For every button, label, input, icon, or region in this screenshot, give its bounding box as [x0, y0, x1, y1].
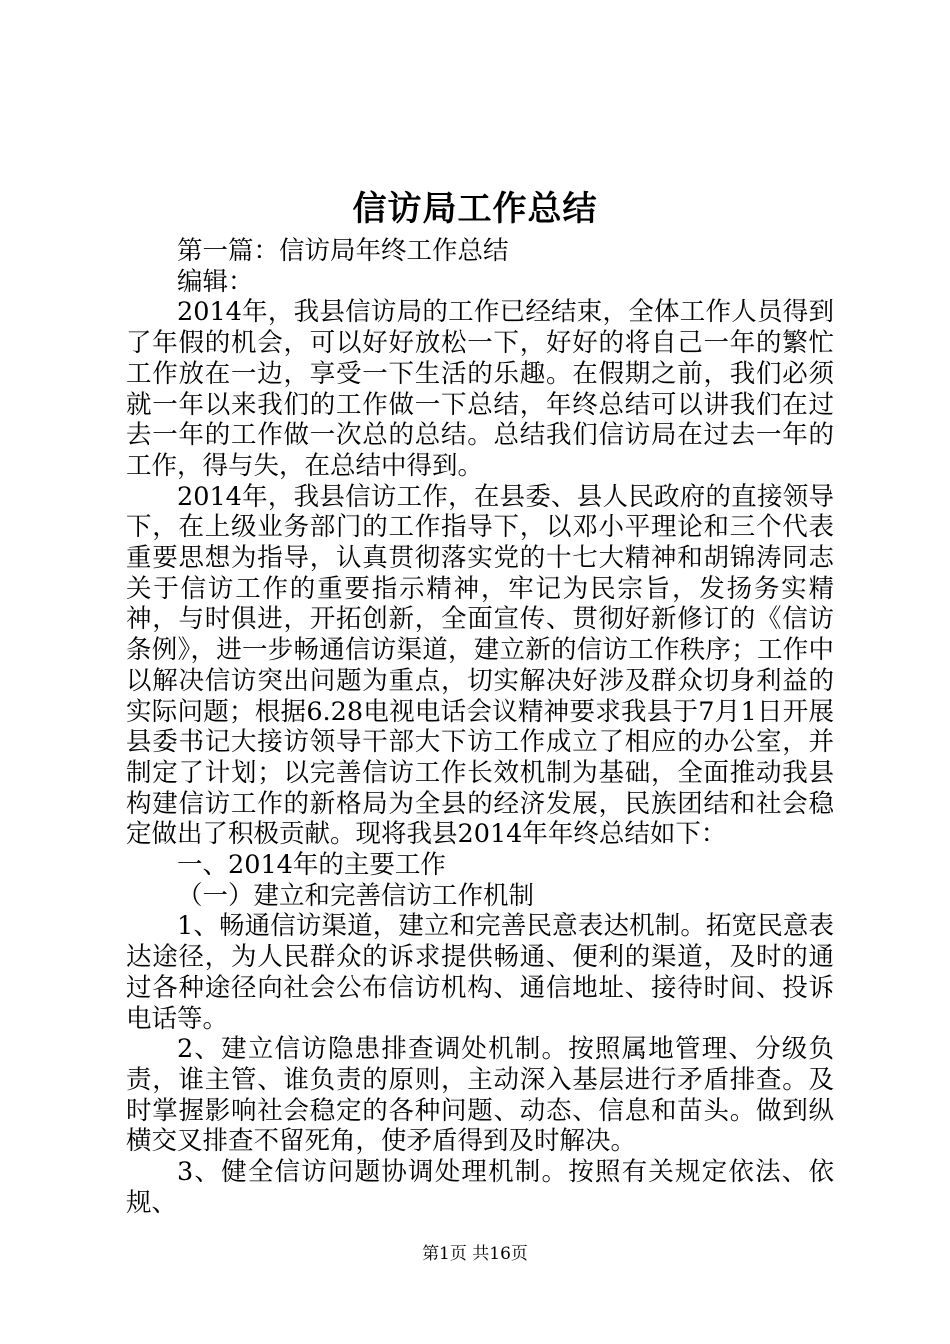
editor-line: 编辑： [177, 266, 254, 297]
section-subheading: 一、2014年的主要工作 [177, 850, 446, 881]
section-subheading: （一）建立和完善信访工作机制 [177, 880, 535, 911]
body-paragraph: 1、畅通信访渠道，建立和完善民意表达机制。拓宽民意表达途径，为人民群众的诉求提供畅通、便利的渠道，及时的通过各种途径向社会公布信访机构、通信地址、接待时间、投诉电话等。 [126, 911, 834, 1034]
body-paragraph: 2、建立信访隐患排查调处机制。按照属地管理、分级负责，谁主管、谁负责的原则，主动深入基层进行矛盾排查。及时掌握影响社会稳定的各种问题、动态、信息和苗头。做到纵横交叉排查不留死角，使矛盾得到及时解决。 [126, 1034, 834, 1157]
section-heading: 第一篇：信访局年终工作总结 [177, 236, 509, 266]
body-paragraph: 2014年，我县信访工作，在县委、县人民政府的直接领导下，在上级业务部门的工作指导下，以邓小平理论和三个代表重要思想为指导，认真贯彻落实党的十七大精神和胡锦涛同志关于信访工作的重要指示精神，牢记为民宗旨，发扬务实精神，与时俱进，开拓创新，全面宣传、贯彻好新修订的《信访条例》，进一步畅通信访渠道，建立新的信访工作秩序；工作中以解决信访突出问题为重点，切实解决好涉及群众切身利益的实际问题；根据6.28电视电话会议精神要求我县于7月1日开展县委书记大接访领导干部大下访工作成立了相应的办公室，并制定了计划；以完善信访工作长效机制为基础，全面推动我县构建信访工作的新格局为全县的经济发展，民族团结和社会稳定做出了积极贡献。现将我县2014年年终总结如下： [126, 481, 834, 850]
document-title: 信访局工作总结 [352, 189, 598, 229]
document-body [126, 236, 834, 1219]
body-paragraph: 3、健全信访问题协调处理机制。按照有关规定依法、依规、 [126, 1157, 834, 1218]
body-paragraph: 2014年，我县信访局的工作已经结束，全体工作人员得到了年假的机会，可以好好放松一下，好好的将自己一年的繁忙工作放在一边，享受一下生活的乐趣。在假期之前，我们必须就一年以来我们的工作做一下总结，年终总结可以讲我们在过去一年的工作做一次总的总结。总结我们信访局在过去一年的工作，得与失，在总结中得到。 [126, 297, 834, 481]
page-number-footer: 第1页 共16页 [422, 1244, 528, 1264]
